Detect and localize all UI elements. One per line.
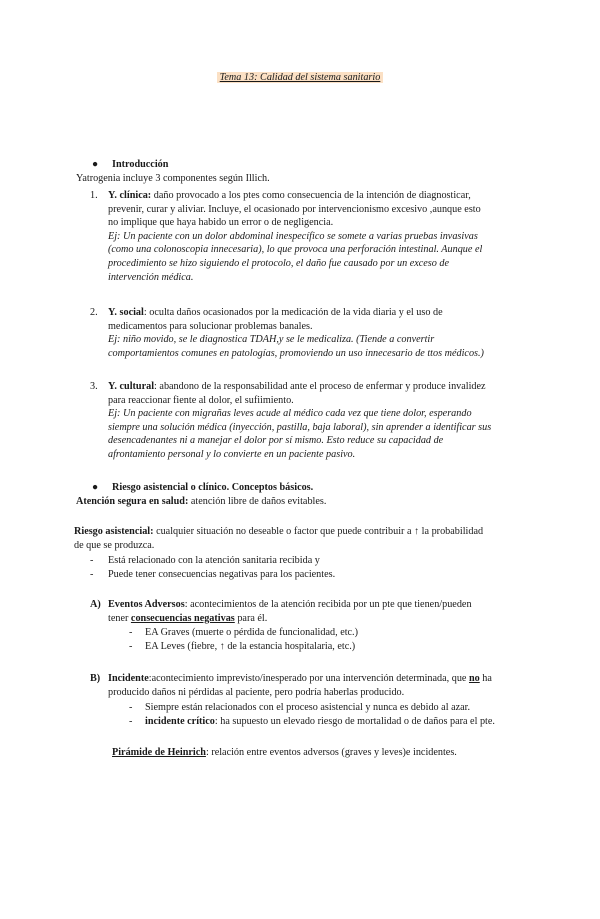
incidente-block (108, 672, 538, 699)
item-3-example-4: afrontamiento personal y lo convierte en un paciente pasivo. (108, 448, 356, 460)
item-2-example-1: Ej: niño movido, se le diagnostica TDAH,y se le medicaliza. (Tiende a convertir (108, 334, 435, 346)
item-1-example-4: intervención médica. (108, 271, 194, 283)
riesgo-text-2: de que se produzca. (74, 539, 155, 551)
b-text-2: producido daños ni pérdidas al paciente, pero podría haberlas producido. (108, 686, 405, 698)
ea-leves: EA Leves (fiebre, ↑ de la estancia hospitalaria, etc.) (145, 641, 356, 652)
item-1-example-2: (como una colonoscopia innecesaria), lo que provoca una perforación intestinal. Aunque el (108, 244, 483, 256)
intro-heading-text: Introducción (112, 159, 169, 170)
item-3-term: Y. cultural (108, 381, 155, 392)
item-3-example-2: siempre una solución médica (inyección, pastilla, baja laboral), sin aprender a identificar sus (108, 421, 492, 433)
b-sub-1: Siempre están relacionados con el proceso asistencial y nunca es debido al azar. (145, 702, 471, 713)
b-text-1-underlined: no (468, 673, 480, 684)
b-text-1-post: ha (479, 673, 492, 684)
dash-icon: - (129, 641, 133, 652)
item-1-line-2: prevenir, curar y aliviar. Incluye, el ocasionado por intervencionismo excesivo ,aunque esto (108, 203, 481, 215)
a-text-2-pre: tener (108, 612, 131, 624)
bullet-icon: ● (92, 482, 99, 493)
riesgo-term: Riesgo asistencial: (74, 526, 154, 537)
b-term: Incidente (108, 673, 149, 684)
dash-icon: - (129, 702, 133, 713)
a-text-2-post: para él. (234, 612, 268, 624)
riesgo-heading (92, 481, 313, 495)
item-3-line-1: : abandono de la responsabilidad ante el proceso de enfermar y produce invalidez (154, 381, 486, 392)
a-term: Eventos Adversos (108, 599, 185, 610)
dash-icon: - (90, 569, 94, 580)
dash-icon: - (129, 627, 133, 638)
dash-item-1: Está relacionado con la atención sanitaria recibida y (108, 555, 320, 566)
incidente-critico-text: : ha supuesto un elevado riesgo de mortalidad o de daños para el pte. (214, 716, 495, 727)
item-3-line-2: para reaccionar fiente al dolor, el sufiimiento. (108, 394, 294, 406)
dash-item-2: Puede tener consecuencias negativas para los pacientes. (108, 569, 336, 580)
b-label: B) (90, 673, 101, 684)
a-text-2-underlined: consecuencias negativas (130, 612, 235, 624)
atencion-text: atención libre de daños evitables. (188, 496, 327, 507)
ea-graves: EA Graves (muerte o pérdida de funcionalidad, etc.) (145, 627, 359, 638)
dash-icon: - (129, 716, 133, 727)
dash-icon: - (90, 555, 94, 566)
incidente-critico-term: incidente crítico (145, 716, 215, 727)
page-title (0, 71, 600, 87)
item-3-example-3: desencadenantes ni a manejar el dolor por sí mismo. Esto reduce su capacidad de (108, 435, 444, 447)
atencion-term: Atención segura en salud: (76, 496, 189, 507)
piramide-term: Pirámide de Heinrich (112, 747, 206, 758)
item-2-example-2: comportamientos comunes en patologías, promoviendo un uso innecesario de ttos médicos.) (108, 347, 484, 359)
item-3-block (108, 380, 528, 462)
item-3-number: 3. (90, 381, 98, 392)
item-2-term: Y. social (108, 307, 144, 318)
intro-lead: Yatrogenia incluye 3 componentes según Illich. (76, 173, 270, 184)
b-text-1-pre: :acontecimiento imprevisto/inesperado por una intervención determinada, que (148, 673, 469, 684)
item-1-line-1: daño provocado a los ptes como consecuencia de la intención de diagnosticar, (151, 190, 471, 201)
document-page (0, 71, 600, 919)
item-1-number: 1. (90, 190, 98, 201)
item-1-term: Y. clínica: (108, 190, 152, 201)
riesgo-heading-text: Riesgo asistencial o clínico. Conceptos básicos. (112, 482, 314, 493)
b-sub-2 (145, 715, 495, 729)
item-1-example-3: procedimiento se hizo siguiendo el protocolo, el daño fue causado por un exceso de (108, 257, 450, 269)
atencion-segura (76, 495, 326, 509)
item-1-line-3: no implique que haya habido un error o de negligencia. (108, 217, 334, 229)
eventos-adversos-block (108, 598, 528, 625)
item-2-line-1: : oculta daños ocasionados por la medicación de la vida diaria y el uso de (143, 307, 443, 318)
item-2-line-2: medicamentos para solucionar problemas banales. (108, 320, 313, 332)
item-2-block (108, 306, 528, 360)
title-text: Tema 13: Calidad del sistema sanitario (217, 72, 384, 83)
piramide-heinrich (112, 746, 457, 760)
item-3-example-1: Ej: Un paciente con migrañas leves acude al médico cada vez que tiene dolor, esperando (108, 408, 472, 420)
riesgo-asistencial (74, 525, 534, 552)
item-1-example-1: Ej: Un paciente con un dolor abdominal inespecífico se somete a varias pruebas invasivas (108, 230, 478, 242)
bullet-icon: ● (92, 159, 99, 170)
piramide-text: : relación entre eventos adversos (graves y leves)e incidentes. (205, 747, 457, 758)
intro-heading (92, 158, 168, 172)
a-label: A) (90, 599, 101, 610)
a-text-1: : acontecimientos de la atención recibida por un pte que tienen/pueden (184, 599, 472, 610)
item-1-block (108, 189, 528, 284)
riesgo-text-1: cualquier situación no deseable o factor que puede contribuir a ↑ la probabilidad (153, 526, 484, 537)
item-2-number: 2. (90, 307, 98, 318)
